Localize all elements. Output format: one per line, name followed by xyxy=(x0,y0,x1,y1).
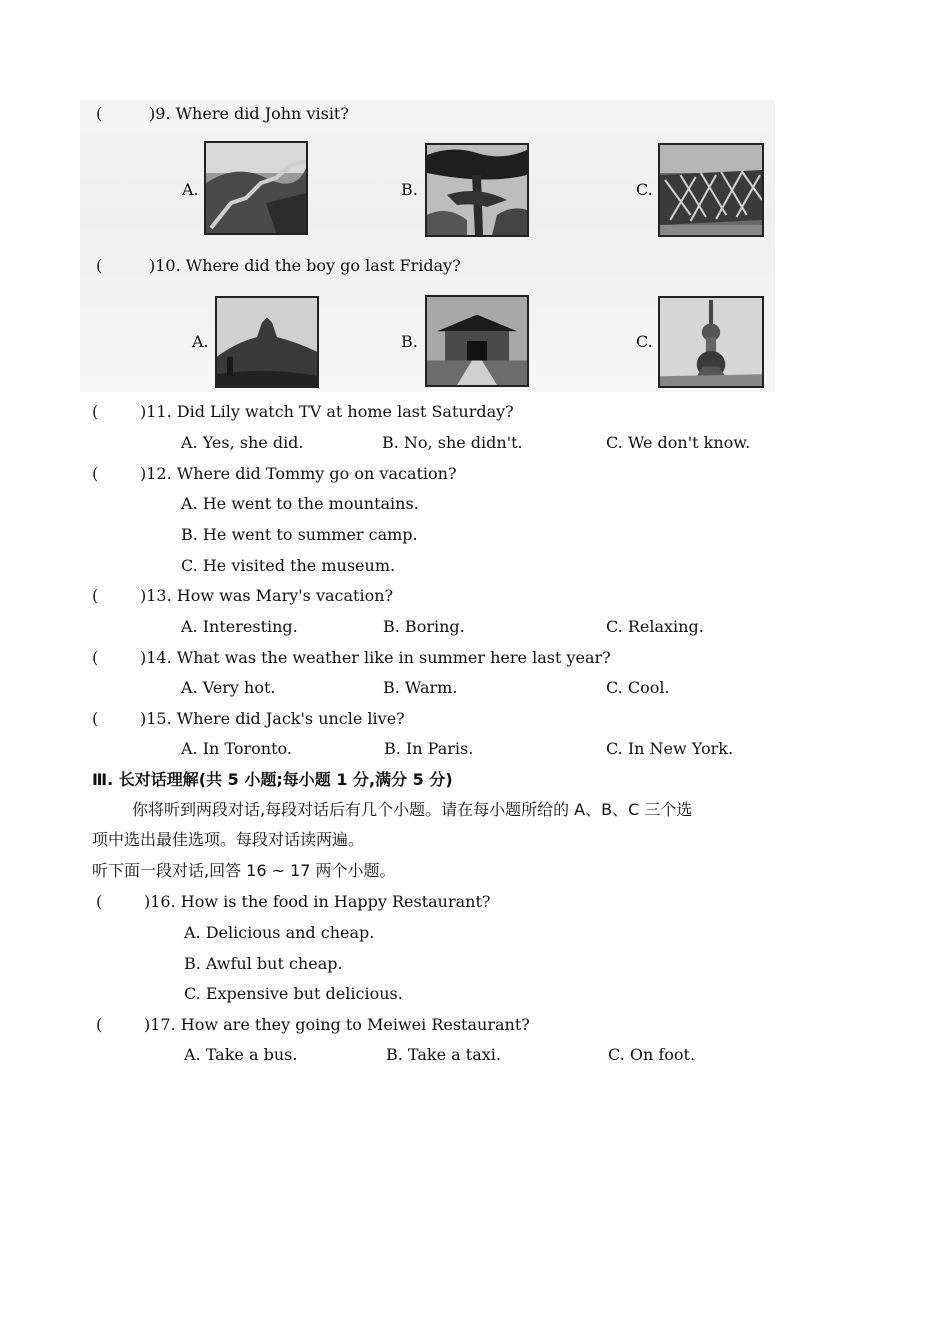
q11-option-b: B. No, she didn't. xyxy=(382,433,523,452)
answer-blank-open-paren: ( xyxy=(96,104,103,123)
q11-option-a: A. Yes, she did. xyxy=(181,433,304,452)
answer-blank-open-paren: ( xyxy=(92,648,99,667)
question-13-text: )13. How was Mary's vacation? xyxy=(140,586,394,605)
q10-option-b-label: B. xyxy=(401,332,418,351)
q11-option-c: C. We don't know. xyxy=(606,433,751,452)
q17-option-c: C. On foot. xyxy=(608,1045,696,1064)
answer-blank-open-paren: ( xyxy=(96,256,103,275)
answer-blank-open-paren: ( xyxy=(92,402,99,421)
q9-option-c-label: C. xyxy=(636,180,653,199)
q9-option-a-label: A. xyxy=(182,180,199,199)
question-10-text: )10. Where did the boy go last Friday? xyxy=(149,256,461,275)
q10-option-c-label: C. xyxy=(636,332,653,351)
q14-option-a: A. Very hot. xyxy=(181,678,276,697)
section-3-title: Ⅲ. 长对话理解(共 5 小题;每小题 1 分,满分 5 分) xyxy=(92,770,453,789)
q12-option-b: B. He went to summer camp. xyxy=(181,525,418,544)
question-14-text: )14. What was the weather like in summer here last year? xyxy=(140,648,611,667)
answer-blank-open-paren: ( xyxy=(92,586,99,605)
question-15-text: )15. Where did Jack's uncle live? xyxy=(140,709,405,728)
q16-option-b: B. Awful but cheap. xyxy=(184,954,343,973)
hill-pagoda-photo xyxy=(215,296,319,388)
q14-option-b: B. Warm. xyxy=(383,678,458,697)
answer-blank-open-paren: ( xyxy=(96,1015,103,1034)
q16-option-a: A. Delicious and cheap. xyxy=(184,923,375,942)
answer-blank-open-paren: ( xyxy=(96,892,103,911)
q13-option-b: B. Boring. xyxy=(383,617,465,636)
section-3-instruction-line-1: 你将听到两段对话,每段对话后有几个小题。请在每小题所给的 A、B、C 三个选 xyxy=(132,800,693,819)
answer-blank-open-paren: ( xyxy=(92,464,99,483)
q12-option-a: A. He went to the mountains. xyxy=(181,494,419,513)
q15-option-a: A. In Toronto. xyxy=(181,739,292,758)
q10-option-a-label: A. xyxy=(192,332,209,351)
q12-option-c: C. He visited the museum. xyxy=(181,556,396,575)
great-wall-photo xyxy=(204,141,308,235)
q17-option-b: B. Take a taxi. xyxy=(386,1045,501,1064)
q17-option-a: A. Take a bus. xyxy=(184,1045,298,1064)
q13-option-c: C. Relaxing. xyxy=(606,617,704,636)
q16-option-c: C. Expensive but delicious. xyxy=(184,984,403,1003)
section-3-sub-instruction: 听下面一段对话,回答 16 ~ 17 两个小题。 xyxy=(92,861,396,880)
birds-nest-stadium-photo xyxy=(658,143,764,237)
question-9-text: )9. Where did John visit? xyxy=(149,104,349,123)
tv-tower-photo xyxy=(658,296,764,388)
question-17-text: )17. How are they going to Meiwei Restaurant? xyxy=(144,1015,530,1034)
temple-gate-photo xyxy=(425,295,529,387)
q14-option-c: C. Cool. xyxy=(606,678,670,697)
question-11-text: )11. Did Lily watch TV at home last Saturday? xyxy=(140,402,514,421)
pine-tree-mountain-photo xyxy=(425,143,529,237)
question-12-text: )12. Where did Tommy go on vacation? xyxy=(140,464,457,483)
answer-blank-open-paren: ( xyxy=(92,709,99,728)
q13-option-a: A. Interesting. xyxy=(181,617,298,636)
q15-option-c: C. In New York. xyxy=(606,739,734,758)
section-3-instruction-line-2: 项中选出最佳选项。每段对话读两遍。 xyxy=(92,830,365,849)
question-16-text: )16. How is the food in Happy Restaurant? xyxy=(144,892,491,911)
q15-option-b: B. In Paris. xyxy=(384,739,474,758)
q9-option-b-label: B. xyxy=(401,180,418,199)
